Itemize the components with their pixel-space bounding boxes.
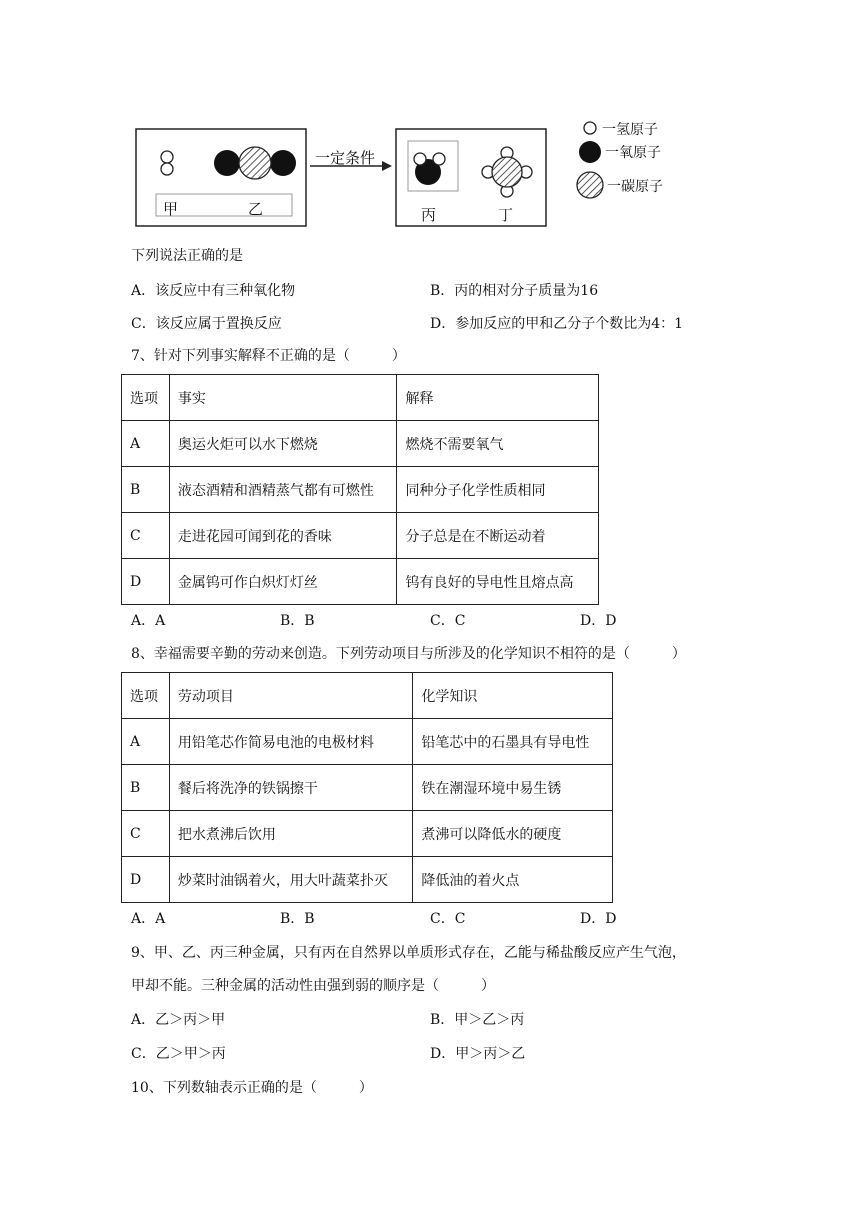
hydrogen-atom-icon [161, 151, 173, 163]
q6-option-b[interactable]: B．丙的相对分子质量为16 [430, 283, 599, 299]
q8-option-c[interactable]: C．C [430, 911, 466, 927]
legend-hydrogen-label: 一氢原子 [602, 122, 658, 138]
q10-stem: 10、下列数轴表示正确的是（ ） [131, 1080, 373, 1096]
arrow-head-icon [382, 161, 392, 171]
q7-option-c[interactable]: C．C [430, 613, 466, 629]
q6-stem: 下列说法正确的是 [131, 248, 243, 264]
table-row [122, 765, 613, 811]
q9-option-b[interactable]: B．甲＞乙＞丙 [430, 1012, 525, 1028]
left-box [136, 129, 306, 226]
arrow-condition-label: 一定条件 [315, 149, 376, 167]
q8-table [121, 672, 613, 903]
table-row [122, 513, 599, 559]
table-cell: 金属钨可作白炽灯灯丝 [169, 559, 397, 605]
table-cell: A [122, 421, 170, 467]
hydrogen-atom-icon [433, 153, 445, 165]
q9-stem-line2: 甲却不能。三种金属的活动性由强到弱的顺序是（ ） [131, 978, 495, 994]
legend-carbon-icon [577, 172, 603, 198]
q9-option-d[interactable]: D．甲＞丙＞乙 [430, 1046, 526, 1062]
q7-table [121, 374, 599, 605]
q8-option-a[interactable]: A．A [131, 911, 166, 927]
q8-option-d[interactable]: D．D [580, 911, 617, 927]
q9-option-c[interactable]: C．乙＞甲＞丙 [131, 1046, 226, 1062]
table-cell: 液态酒精和酒精蒸气都有可燃性 [169, 467, 397, 513]
table-cell: 铁在潮湿环境中易生锈 [413, 765, 613, 811]
table-cell: C [122, 513, 170, 559]
table-cell: 炒菜时油锅着火，用大叶蔬菜扑灭 [169, 857, 413, 903]
table-cell: 燃烧不需要氧气 [397, 421, 599, 467]
table-cell: 选项 [122, 673, 170, 719]
table-cell: 同种分子化学性质相同 [397, 467, 599, 513]
legend-oxygen-icon [579, 141, 601, 163]
legend-hydrogen-icon [584, 122, 596, 134]
table-cell: 事实 [169, 375, 397, 421]
q8-option-b[interactable]: B．B [280, 911, 315, 927]
table-cell: 钨有良好的导电性且熔点高 [397, 559, 599, 605]
hydrogen-atom-icon [161, 163, 173, 175]
right-label-ding: 丁 [498, 206, 514, 224]
table-cell: 劳动项目 [169, 673, 413, 719]
legend-carbon-label: 一碳原子 [607, 179, 663, 195]
table-cell: 分子总是在不断运动着 [397, 513, 599, 559]
table-cell: 用铅笔芯作简易电池的电极材料 [169, 719, 413, 765]
left-label-yi: 乙 [248, 200, 264, 218]
table-cell: 走进花园可闻到花的香味 [169, 513, 397, 559]
q6-option-c[interactable]: C．该反应属于置换反应 [131, 316, 282, 332]
carbon-atom-icon [492, 157, 522, 187]
q6-option-a[interactable]: A．该反应中有三种氧化物 [131, 283, 296, 299]
table-row [122, 811, 613, 857]
table-cell: 把水煮沸后饮用 [169, 811, 413, 857]
table-cell: 铅笔芯中的石墨具有导电性 [413, 719, 613, 765]
q7-option-a[interactable]: A．A [131, 613, 166, 629]
table-cell: 选项 [122, 375, 170, 421]
table-cell: A [122, 719, 170, 765]
table-row [122, 857, 613, 903]
right-label-bing: 丙 [421, 206, 437, 224]
hydrogen-atom-icon [414, 153, 426, 165]
table-row [122, 559, 599, 605]
table-row [122, 467, 599, 513]
q8-stem: 8、幸福需要辛勤的劳动来创造。下列劳动项目与所涉及的化学知识不相符的是（ ） [131, 646, 686, 662]
table-cell: D [122, 559, 170, 605]
table-cell: 降低油的着火点 [413, 857, 613, 903]
q9-stem-line1: 9、甲、乙、丙三种金属，只有丙在自然界以单质形式存在，乙能与稀盐酸反应产生气泡， [131, 945, 686, 961]
oxygen-atom-icon [270, 150, 296, 176]
table-cell: 煮沸可以降低水的硬度 [413, 811, 613, 857]
table-cell: 解释 [397, 375, 599, 421]
table-cell: 化学知识 [413, 673, 613, 719]
q7-stem: 7、针对下列事实解释不正确的是（ ） [131, 348, 406, 364]
left-label-jia: 甲 [163, 200, 179, 218]
table-header-row [122, 673, 613, 719]
table-cell: 奥运火炬可以水下燃烧 [169, 421, 397, 467]
q6-option-d[interactable]: D．参加反应的甲和乙分子个数比为4：1 [430, 316, 684, 332]
legend-oxygen-label: 一氧原子 [605, 145, 661, 161]
carbon-atom-icon [239, 147, 271, 179]
table-cell: B [122, 467, 170, 513]
table-cell: 餐后将洗净的铁锅擦干 [169, 765, 413, 811]
table-row [122, 421, 599, 467]
table-cell: D [122, 857, 170, 903]
table-header-row [122, 375, 599, 421]
table-cell: C [122, 811, 170, 857]
q7-option-b[interactable]: B．B [280, 613, 315, 629]
q9-option-a[interactable]: A．乙＞丙＞甲 [131, 1012, 226, 1028]
reaction-diagram [130, 115, 730, 235]
table-cell: B [122, 765, 170, 811]
q7-option-d[interactable]: D．D [580, 613, 617, 629]
oxygen-atom-icon [214, 150, 240, 176]
table-row [122, 719, 613, 765]
